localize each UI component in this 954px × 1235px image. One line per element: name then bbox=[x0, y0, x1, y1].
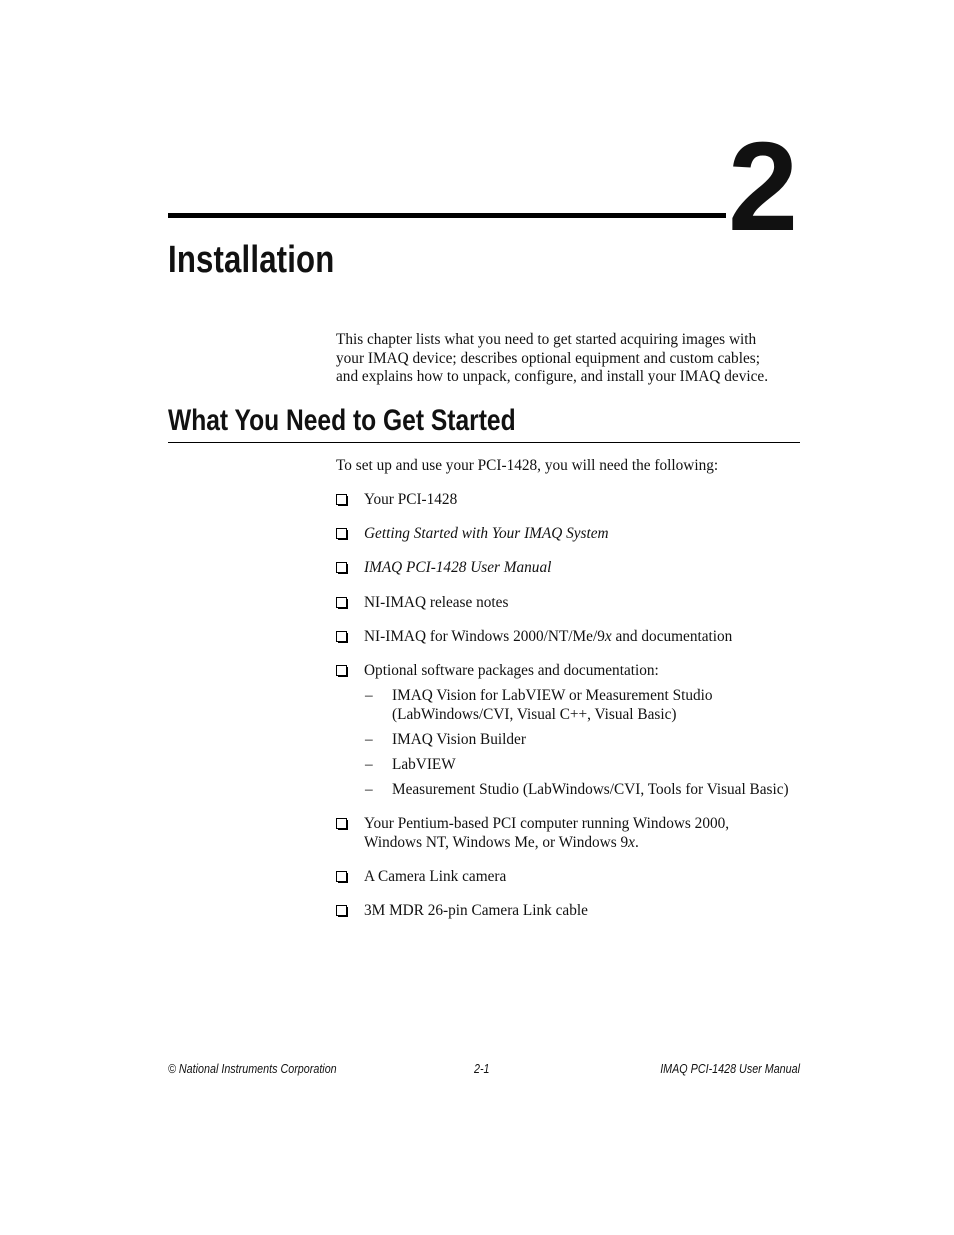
sub-list-item: IMAQ Vision Builder bbox=[392, 731, 526, 748]
footer-copyright: © National Instruments Corporation bbox=[168, 1062, 337, 1076]
section-lead: To set up and use your PCI-1428, you will need the following: bbox=[336, 457, 719, 474]
list-item: NI-IMAQ for Windows 2000/NT/Me/9x and documentation bbox=[364, 628, 733, 645]
sub-list-item: Measurement Studio (LabWindows/CVI, Tools for Visual Basic) bbox=[392, 781, 789, 798]
list-item: A Camera Link camera bbox=[364, 868, 507, 885]
sub-list-item: LabVIEW bbox=[392, 756, 456, 773]
checkbox-icon bbox=[336, 597, 348, 609]
checkbox-icon bbox=[336, 631, 348, 643]
dash-bullet: – bbox=[365, 731, 373, 748]
intro-line: and explains how to unpack, configure, and install your IMAQ device. bbox=[336, 368, 769, 386]
checkbox-icon bbox=[336, 818, 348, 830]
list-item: Optional software packages and documentation: bbox=[364, 662, 659, 679]
checkbox-icon bbox=[336, 905, 348, 917]
checkbox-icon bbox=[336, 528, 348, 540]
list-item: Getting Started with Your IMAQ System bbox=[364, 525, 609, 542]
chapter-intro bbox=[336, 331, 788, 387]
section-heading: What You Need to Get Started bbox=[168, 404, 516, 437]
chapter-title: Installation bbox=[168, 239, 335, 281]
checkbox-icon bbox=[336, 494, 348, 506]
checkbox-icon bbox=[336, 562, 348, 574]
sub-list-item: IMAQ Vision for LabVIEW or Measurement Studio (LabWindows/CVI, Visual C++, Visual Basic) bbox=[392, 687, 713, 723]
list-item: IMAQ PCI-1428 User Manual bbox=[364, 559, 552, 576]
list-item: Your PCI-1428 bbox=[364, 491, 458, 508]
list-item: Your Pentium-based PCI computer running Windows 2000, Windows NT, Windows Me, or Windows 9x. bbox=[364, 815, 730, 851]
list-item: NI-IMAQ release notes bbox=[364, 594, 509, 611]
footer-page-number: 2-1 bbox=[474, 1062, 490, 1076]
intro-line: This chapter lists what you need to get started acquiring images with bbox=[336, 331, 757, 348]
dash-bullet: – bbox=[365, 781, 373, 798]
section-rule bbox=[168, 442, 800, 443]
chapter-number: 2 bbox=[728, 116, 799, 257]
intro-line: your IMAQ device; describes optional equipment and custom cables; bbox=[336, 349, 760, 367]
list-item: 3M MDR 26-pin Camera Link cable bbox=[364, 902, 588, 919]
dash-bullet: – bbox=[365, 756, 373, 773]
footer-manual-title: IMAQ PCI-1428 User Manual bbox=[660, 1062, 800, 1076]
checkbox-icon bbox=[336, 665, 348, 677]
checkbox-icon bbox=[336, 871, 348, 883]
dash-bullet: – bbox=[365, 687, 373, 704]
chapter-rule bbox=[168, 213, 726, 218]
